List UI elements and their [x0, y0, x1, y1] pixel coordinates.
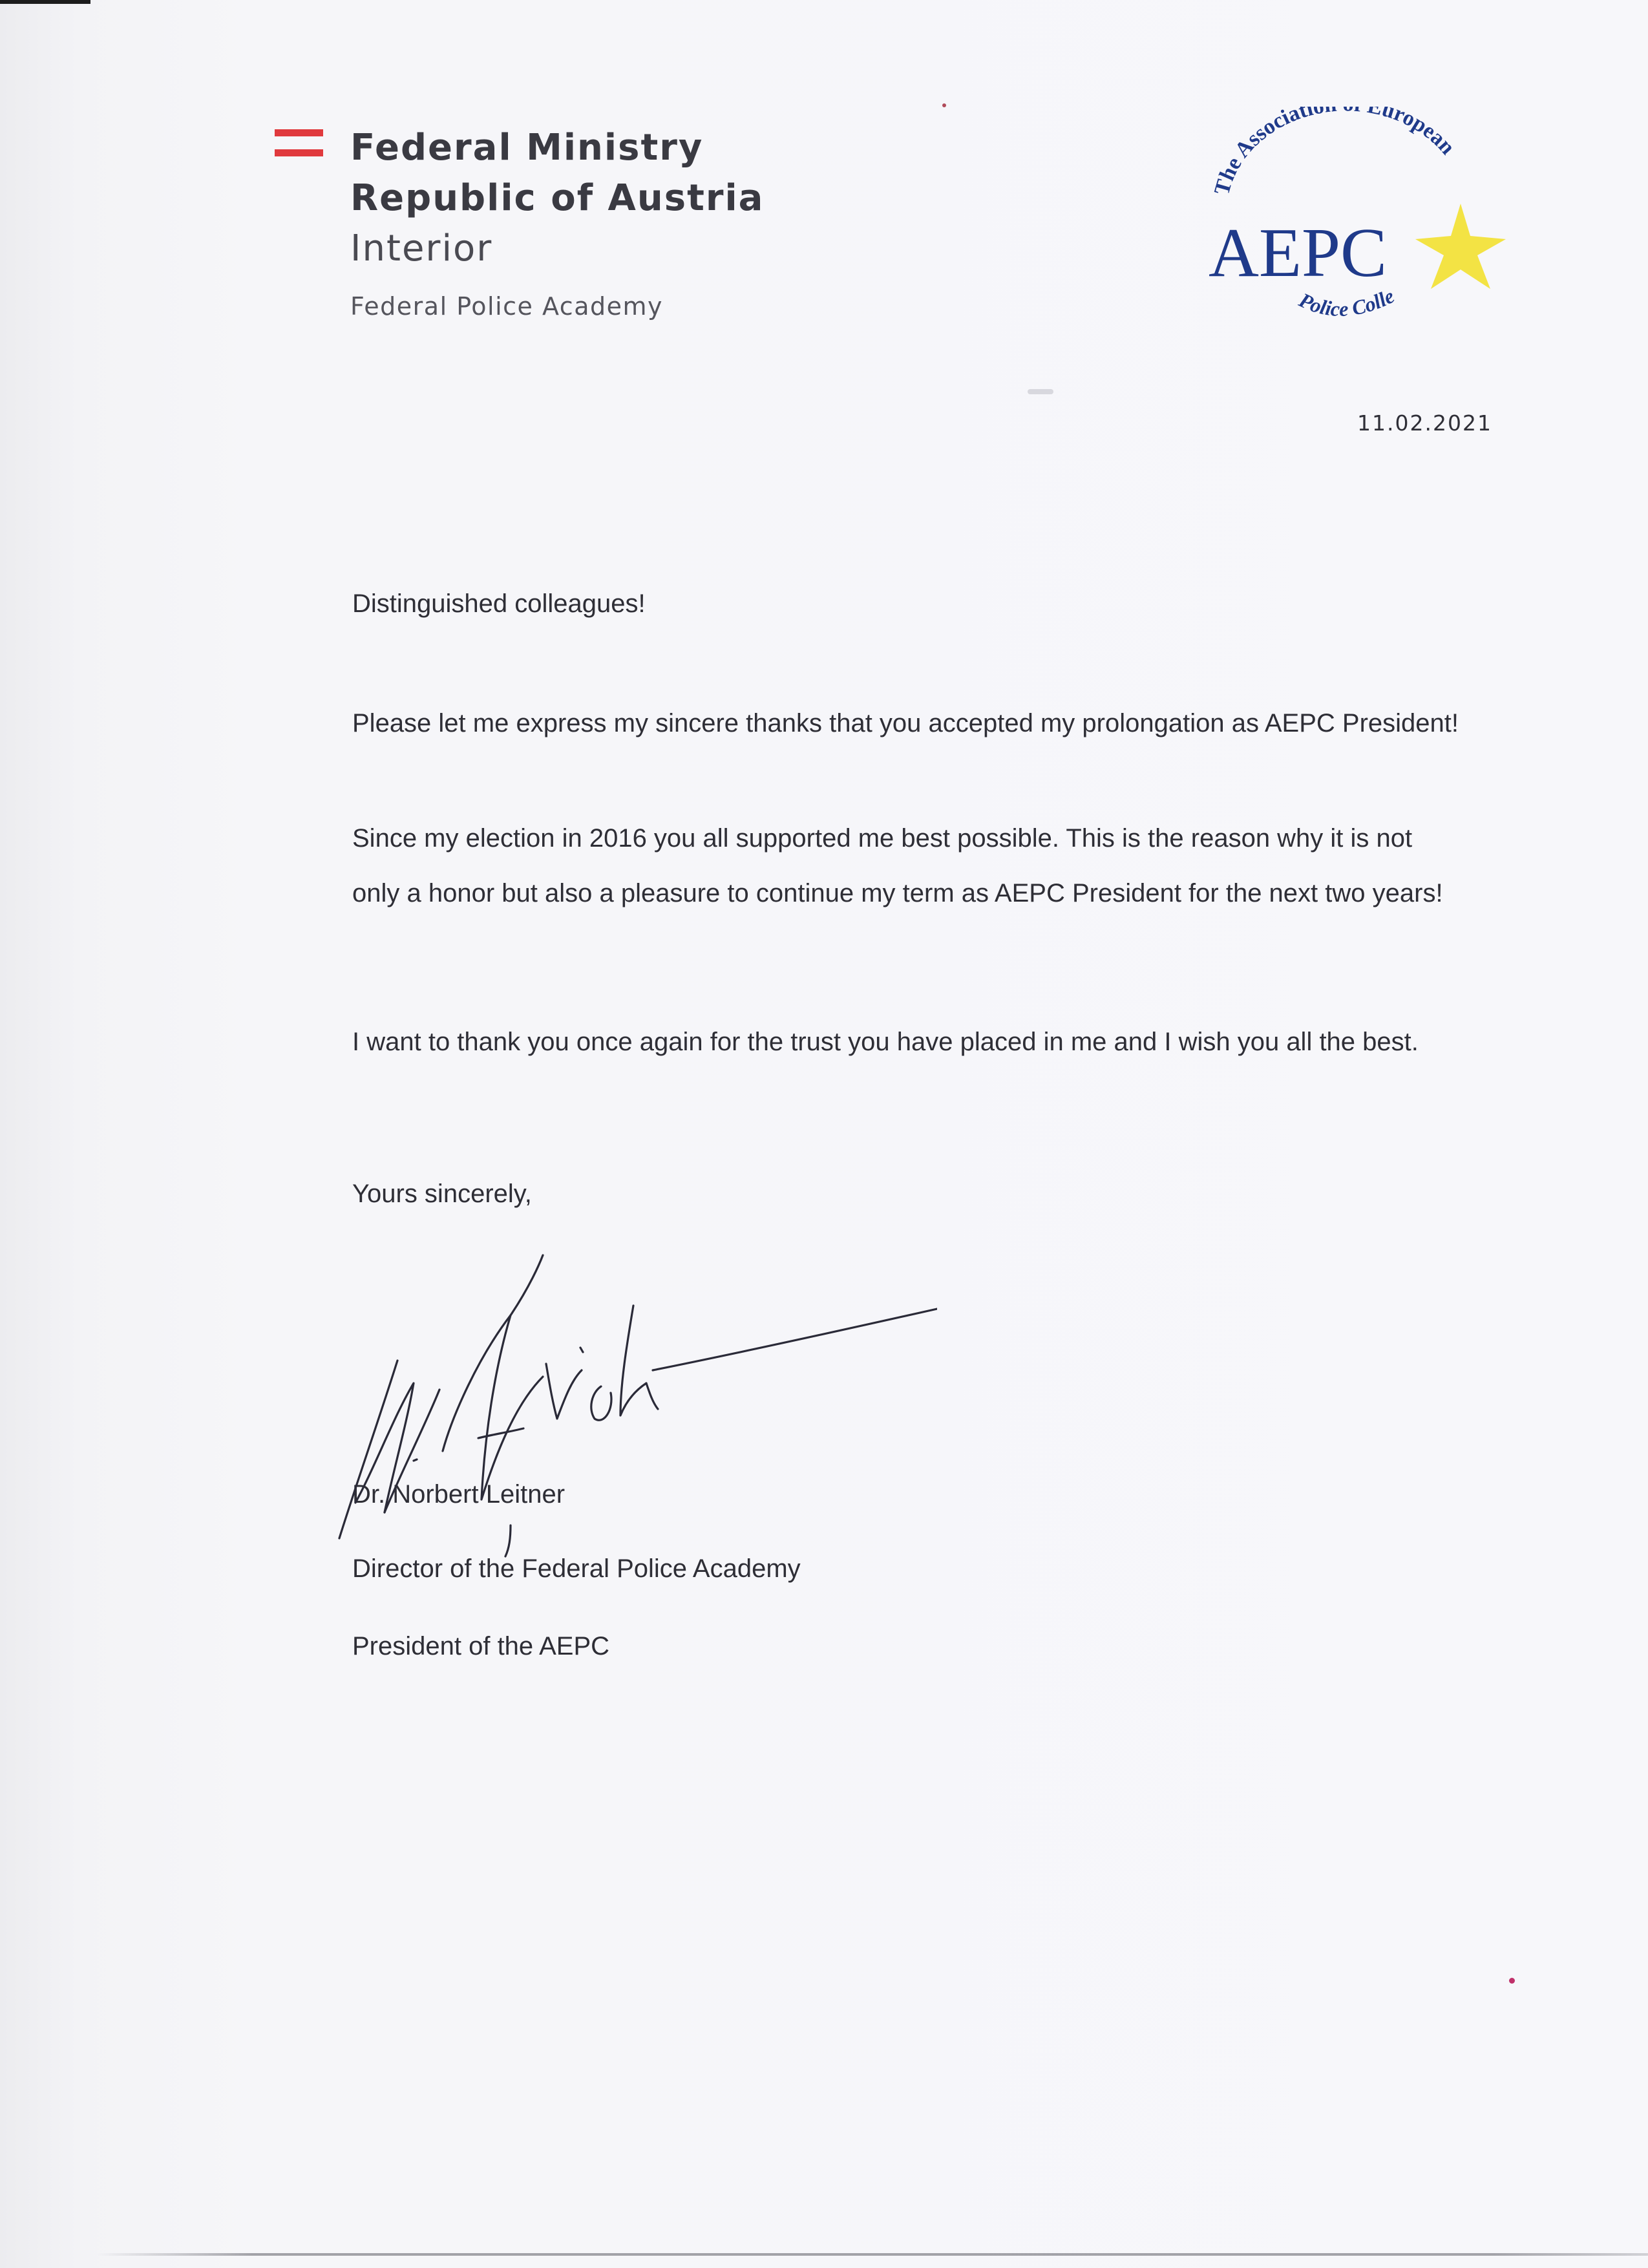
closing: Yours sincerely, — [352, 1180, 532, 1208]
paragraph-1: Please let me express my sincere thanks that you accepted my prolongation as AEPC President! — [352, 709, 1459, 737]
scan-speck — [942, 103, 946, 107]
logo-bottom-text: Police Colle — [1295, 284, 1398, 321]
star-icon — [1415, 204, 1506, 289]
austrian-flag-icon — [275, 129, 323, 156]
scan-bottom-edge — [97, 2253, 1648, 2256]
aepc-logo-graphic — [1176, 107, 1512, 359]
scan-smudge — [1028, 389, 1053, 394]
letter-date: 11.02.2021 — [1357, 410, 1492, 436]
signatory-title-1: Director of the Federal Police Academy — [352, 1554, 801, 1583]
logo-arc-text: The Associatio European — [1210, 107, 1460, 198]
ministry-name — [350, 123, 764, 274]
department-name: Federal Police Academy — [350, 292, 663, 321]
paragraph-3: I want to thank you once again for the trust you have placed in me and I wish you all the best. — [352, 1028, 1419, 1056]
ministry-line-1: Federal Ministry — [350, 127, 704, 169]
scan-edge-mark — [0, 0, 90, 4]
ministry-line-3: Interior — [350, 228, 493, 270]
signatory-name: Dr. Norbert Leitner — [352, 1480, 565, 1509]
scan-speck — [1509, 1978, 1515, 1984]
salutation: Distinguished colleagues! — [352, 589, 646, 618]
signatory-title-2: President of the AEPC — [352, 1632, 610, 1660]
paragraph-2-line-2: only a honor but also a pleasure to continue my term as AEPC President for the next two years! — [352, 879, 1443, 907]
handwritten-signature — [317, 1254, 937, 1558]
aepc-logo — [1176, 107, 1512, 359]
logo-acronym: AEPC — [1209, 215, 1388, 291]
paragraph-2-line-1: Since my election in 2016 you all supported me best possible. This is the reason why it is not — [352, 824, 1413, 853]
ministry-line-2: Republic of Austria — [350, 177, 765, 219]
